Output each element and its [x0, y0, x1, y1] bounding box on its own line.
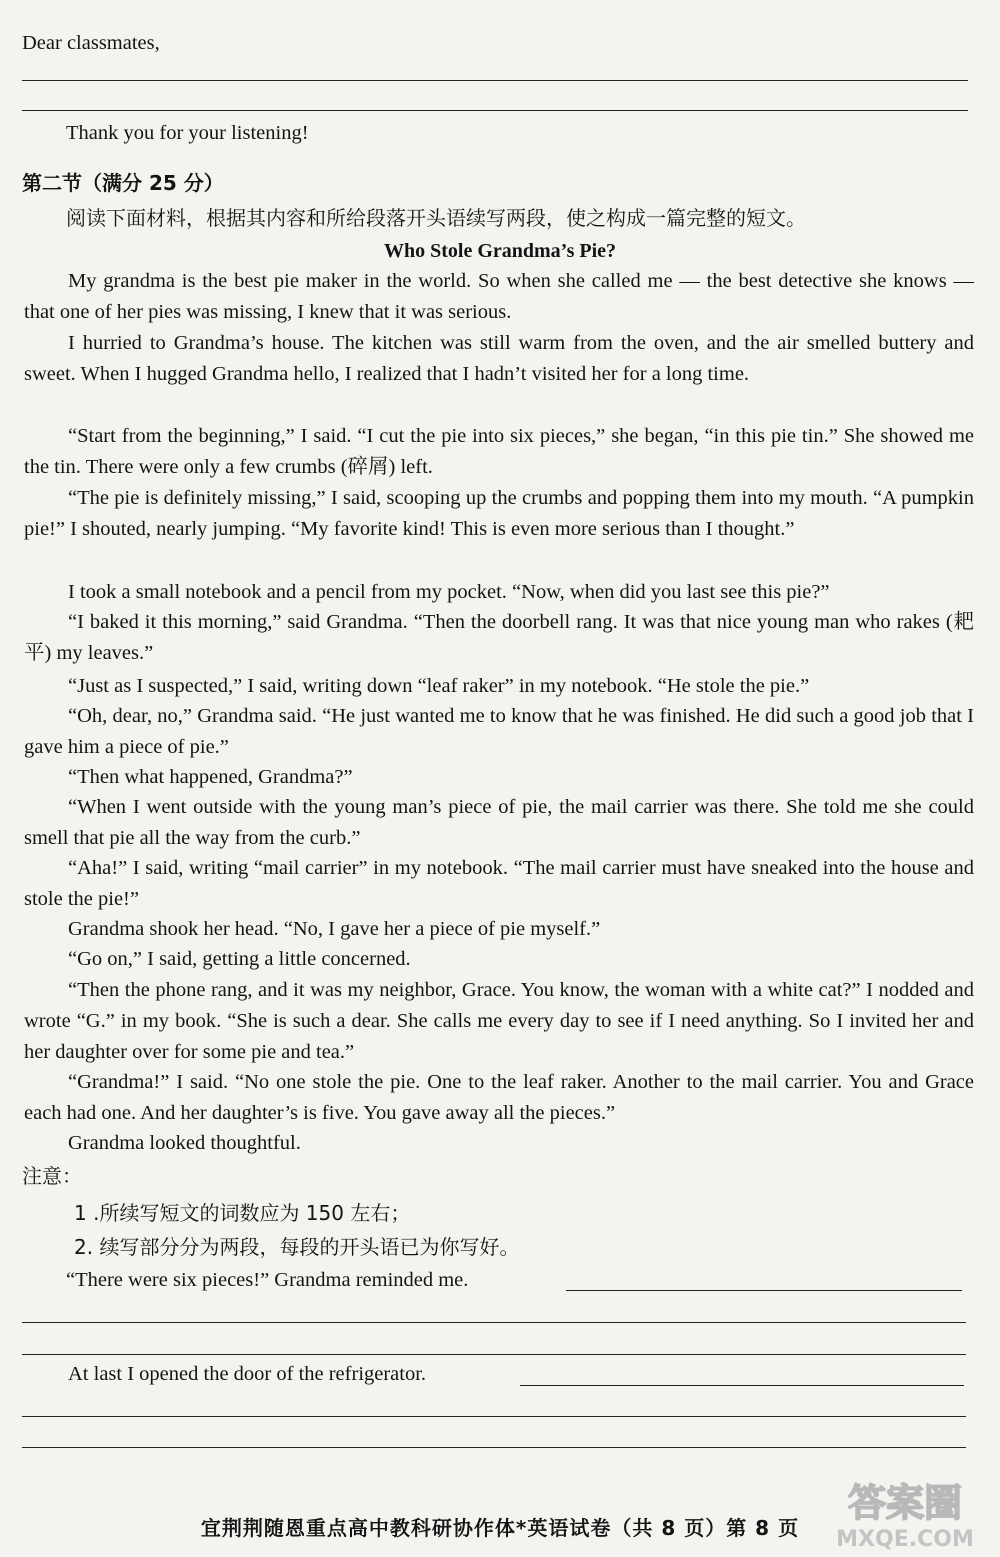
story-paragraph: “The pie is definitely missing,” I said, scooping up the crumbs and popping them into my mouth. “A pumpkin pie!” I shouted, nearly jumping. “My favorite kind! This is even more serious than I thought.”	[24, 487, 974, 540]
story-title: Who Stole Grandma’s Pie?	[383, 240, 617, 262]
story-paragraph: “Then what happened, Grandma?”	[68, 766, 353, 788]
continuation-prompt-2: At last I opened the door of the refrigerator.	[68, 1363, 427, 1385]
answer-line	[22, 1354, 966, 1355]
watermark-glyphs: 答案圈	[847, 1481, 963, 1525]
note-item: 2. 续写部分分为两段，每段的开头语已为你写好。	[74, 1235, 520, 1259]
watermark-logo	[820, 1472, 990, 1552]
story-paragraph: Grandma looked thoughtful.	[68, 1132, 301, 1154]
story-paragraph: “Grandma!” I said. “No one stole the pie. One to the leaf raker. Another to the mail carrier. You and Grace each had one. And her daughter’s is five. You gave away all the pieces.”	[24, 1071, 974, 1124]
answer-line	[22, 110, 968, 111]
letter-closing: Thank you for your listening!	[66, 122, 309, 144]
section-instruction: 阅读下面材料，根据其内容和所给段落开头语续写两段，使之构成一篇完整的短文。	[66, 206, 806, 230]
letter-greeting: Dear classmates,	[22, 32, 160, 54]
answer-line	[566, 1290, 962, 1291]
story-paragraph: Grandma shook her head. “No, I gave her a piece of pie myself.”	[68, 918, 601, 940]
story-paragraph: “Aha!” I said, writing “mail carrier” in my notebook. “The mail carrier must have sneaked into the house and stole the pie!”	[24, 857, 974, 910]
story-paragraph: “Start from the beginning,” I said. “I cut the pie into six pieces,” she began, “in this pie tin.” She showed me the tin. There were only a few crumbs (碎屑) left.	[24, 425, 974, 478]
answer-line	[22, 1416, 966, 1417]
story-paragraph: “Oh, dear, no,” Grandma said. “He just wanted me to know that he was finished. He did such a good job that I gave him a piece of pie.”	[24, 705, 974, 758]
notes-heading: 注意：	[22, 1164, 82, 1188]
story-paragraph: “Then the phone rang, and it was my neighbor, Grace. You know, the woman with a white cat?” I nodded and wrote “G.” in my book. “She is such a dear. She calls me every day to see if I need anything. So I invited her and her daughter over for some pie and tea.”	[24, 979, 974, 1063]
story-paragraph: I took a small notebook and a pencil from my pocket. “Now, when did you last see this pie?”	[68, 581, 830, 603]
page-footer: 宜荆荆随恩重点高中教科研协作体*英语试卷（共 8 页）第 8 页	[200, 1516, 800, 1540]
story-paragraph: “When I went outside with the young man’s piece of pie, the mail carrier was there. She told me she could smell that pie all the way from the curb.”	[24, 796, 974, 849]
story-paragraph: I hurried to Grandma’s house. The kitchen was still warm from the oven, and the air smelled buttery and sweet. When I hugged Grandma hello, I realized that I hadn’t visited her for a long time.	[24, 332, 974, 385]
answer-line	[520, 1385, 964, 1386]
answer-line	[22, 1322, 966, 1323]
answer-line	[22, 1447, 966, 1448]
watermark-url: MXQE.COM	[836, 1527, 974, 1552]
story-paragraph: “Go on,” I said, getting a little concerned.	[68, 948, 411, 970]
section-heading: 第二节（满分 25 分）	[22, 171, 224, 195]
story-paragraph: “Just as I suspected,” I said, writing down “leaf raker” in my notebook. “He stole the pie.”	[68, 675, 810, 697]
continuation-prompt-1: “There were six pieces!” Grandma reminded me.	[66, 1269, 469, 1291]
story-paragraph: “I baked it this morning,” said Grandma. “Then the doorbell rang. It was that nice young man who rakes (耙平) my leaves.”	[24, 611, 974, 664]
answer-line	[22, 80, 968, 81]
story-paragraph: My grandma is the best pie maker in the world. So when she called me — the best detective she knows — that one of her pies was missing, I knew that it was serious.	[24, 270, 974, 323]
note-item: 1 .所续写短文的词数应为 150 左右；	[74, 1201, 411, 1225]
